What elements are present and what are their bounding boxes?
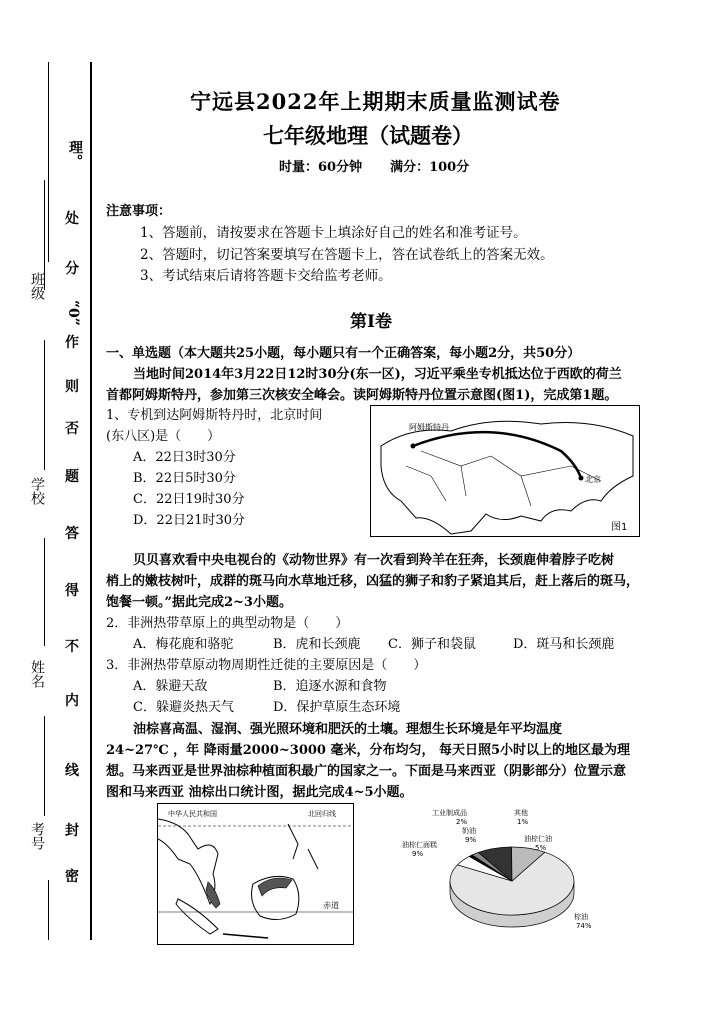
pie-chart-svg [402,803,612,943]
question-3: 3．非洲热带草原动物周期性迁徙的主要原因是（ ） [106,658,427,673]
notice-item: 1、答题前，请按要求在答题卡上填涂好自己的姓名和准考证号。 [140,225,527,241]
pie-value: 1% [517,818,529,826]
pie-value: 74% [576,922,592,930]
seal-char: 分 [65,261,79,277]
peninsular-malaysia [206,882,220,908]
flight-route [413,432,581,478]
seal-char: “0” [65,300,81,326]
q2-option: D．斑马和长颈鹿 [513,637,615,652]
exam-subtitle: 七年级地理（试题卷） [263,123,473,148]
field-name-line [44,716,45,816]
q1-option: B．22日5时30分 [133,471,236,486]
q3-options [133,675,387,694]
notice-heading: 注意事项： [106,204,172,219]
pie-label: 其他 [514,809,528,817]
seal-char: 否 [65,421,79,437]
pie-value: 9% [412,850,424,858]
pie-value: 2% [456,818,468,826]
pie-value: 5% [535,844,547,852]
question-1: (东八区)是（ ） [106,429,221,444]
field-school-line [44,538,45,646]
map2-label-equator: 赤道 [323,901,339,910]
intro-3-line: 24~27℃ ，年 降雨量2000~3000 毫米，分布均匀， 每天日照5小时以上的地区最为理 [106,743,631,758]
question-2: 2．非洲热带草原上的典型动物是（ ） [106,616,349,631]
seal-char: 作 [65,335,79,351]
q3-option: A．躲避天敌 [133,679,208,694]
seal-char: 不 [65,639,79,655]
q2-option: B．虎和长颈鹿 [273,637,361,652]
map2-label-china: 中华人民共和国 [168,810,217,818]
q1-option: D．22日21时30分 [133,513,246,528]
exam-title: 宁远县2022年上期期末质量监测试卷 [190,89,561,114]
map-1-svg [371,406,639,536]
seal-char: 处 [65,211,79,227]
intro-1-line: 首都阿姆斯特丹，参加第三次核安全峰会。读阿姆斯特丹位置示意图(图1)，完成第1题。 [106,388,618,403]
notice-item: 3、考试结束后请将答题卡交给监考老师。 [140,268,392,284]
philippines [288,824,318,869]
map-figure-1 [370,405,640,537]
q3-options [133,696,400,715]
map1-label-beijing: 北京 [585,475,601,484]
east-malaysia [258,878,292,896]
pie-label: 奶油 [462,827,476,835]
exam-time: 时量：60分钟 [279,160,363,175]
q1-option: C．22日19时30分 [133,492,245,507]
seal-char: 则 [65,379,79,395]
intro-1-line: 当地时间2014年3月22日12时30分(东一区)，习近平乘坐专机抵达位于西欧的荷兰 [133,367,622,382]
part-title: 第Ⅰ卷 [350,312,392,332]
section-heading: 一、单选题（本大题共25小题，每小题只有一个正确答案，每小题2分，共50分） [106,346,581,361]
field-class-line [44,340,45,470]
seal-char: 答 [65,526,79,542]
seal-char: 密 [65,869,79,885]
intro-2-line: 饱餐一顿。”据此完成2~3小题。 [106,595,292,610]
intro-3-line: 油棕喜高温、湿润、强光照环境和肥沃的土壤。理想生长环境是年平均温度 [133,722,563,737]
intro-3-line: 图和马来西亚 油棕出口统计图，据此完成4~5小题。 [106,785,413,800]
java [223,934,268,938]
field-name-label: 姓名 [29,660,45,688]
seal-char: 得 [65,583,79,599]
seal-char: 内 [65,693,79,709]
q2-option: C．狮子和袋鼠 [388,637,476,652]
map-figure-2 [157,803,354,945]
q2-option: A．梅花鹿和骆驼 [133,637,234,652]
map1-caption: 图1 [611,522,628,533]
margin-line-top [48,62,49,262]
exam-score: 满分：100分 [390,160,470,175]
q3-option: B．追逐水源和食物 [273,679,387,694]
pie-value: 9% [465,836,477,844]
intro-2-line: 梢上的嫩枝树叶，成群的斑马向水草地迁移，凶猛的狮子和豹子紧追其后，赶上落后的斑马， [106,574,640,589]
pie-label: 工业制成品 [432,809,467,817]
amsterdam-dot [411,444,416,449]
seal-char: 题 [65,469,79,485]
sumatra [176,899,218,934]
intro-2-line: 贝贝喜欢看中央电视台的《动物世界》有一次看到羚羊在狂奔，长颈鹿伸着脖子吃树 [133,553,615,568]
map-2-svg [158,804,353,944]
country-borders [406,451,601,506]
field-id-label: 考号 [29,822,45,850]
seal-char: 线 [65,763,79,779]
pie-chart [402,803,612,943]
pie-label: 油棕仁油 [524,835,552,843]
seal-line [90,62,92,940]
margin-line-bottom [48,880,49,940]
intro-3-line: 想。马来西亚是世界油棕种植面积最广的国家之一。下面是马来西亚（阴影部分）位置示意 [106,764,627,779]
field-class-label: 班级 [29,272,45,300]
q3-option: D．保护草原生态环境 [273,700,401,715]
seal-char: 封 [65,823,79,839]
q1-option: A．22日3时30分 [133,450,236,465]
q2-options [133,633,614,652]
field-school-label: 学校 [29,477,45,505]
map1-label-amsterdam: 阿姆斯特丹 [409,423,449,432]
question-1: 1、专机到达阿姆斯特丹时，北京时间 [106,408,323,423]
pie-label: 油棕仁面糕 [402,841,437,849]
notice-item: 2、答题时，切记答案要填写在答题卡上，答在试卷纸上的答案无效。 [140,247,554,263]
seal-char: 理。 [67,140,83,168]
q3-option: C．躲避炎热天气 [133,700,234,715]
beijing-dot [579,476,584,481]
map2-label-tropic: 北回归线 [308,810,336,818]
exam-meta [279,156,497,175]
pie-label: 棕油 [574,913,588,921]
